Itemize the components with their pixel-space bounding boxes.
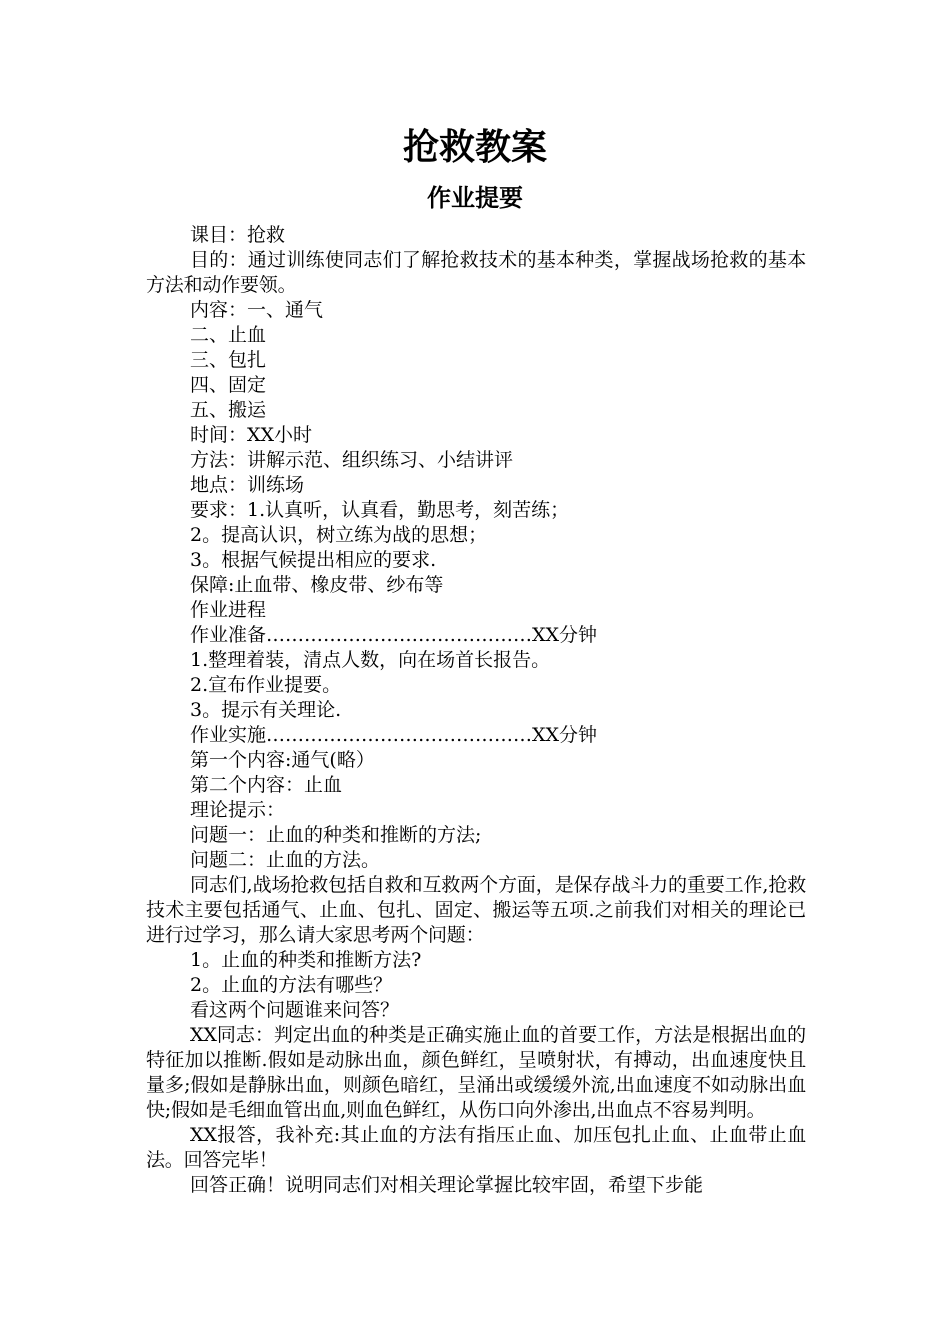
content-item: 三、包扎 — [190, 349, 267, 371]
location-line: 地点：训练场 — [190, 474, 305, 496]
content-one-line: 第一个内容:通气(略） — [190, 749, 375, 771]
method-line: 方法：讲解示范、组织练习、小结讲评 — [190, 449, 514, 471]
supplement-paragraph: XX报答，我补充:其止血的方法有指压止血、加压包扎止血、止血带止血法。回答完毕！ — [146, 1124, 806, 1171]
content-item: 二、止血 — [190, 324, 267, 346]
requirement-line: 要求：1.认真听，认真看，勤思考，刻苦练； — [190, 499, 570, 521]
subject-line: 课目：抢救 — [190, 224, 286, 246]
support-line: 保障:止血带、橡皮带、纱布等 — [190, 574, 444, 596]
preparation-item: 3。提示有关理论. — [190, 699, 342, 721]
question-one: 问题一：止血的种类和推断的方法; — [190, 824, 482, 846]
content-line: 内容：一、通气 — [190, 299, 324, 321]
time-line: 时间：XX小时 — [190, 424, 313, 446]
preparation-line: 作业准备……………………………………XX分钟 — [190, 624, 598, 646]
preparation-item: 2.宣布作业提要。 — [190, 674, 342, 696]
question-item: 2。止血的方法有哪些？ — [190, 974, 393, 996]
implementation-line: 作业实施……………………………………XX分钟 — [190, 724, 598, 746]
document-subtitle: 作业提要 — [427, 184, 523, 212]
theory-heading: 理论提示： — [190, 799, 286, 821]
answer-paragraph: XX同志：判定出血的种类是正确实施止血的首要工作，方法是根据出血的特征加以推断.假如是动脉出血，颜色鲜红，呈喷射状，有搏动，出血速度快且量多;假如是静脉出血，则颜色暗红，呈涌出或缓缓外流,出血速度不如动脉出血快;假如是毛细血管出血,则血色鲜红，从伤口向外渗出,出血点不容易判明。 — [146, 1024, 806, 1121]
purpose-paragraph: 目的：通过训练使同志们了解抢救技术的基本种类，掌握战场抢救的基本方法和动作要领。 — [146, 249, 806, 296]
requirement-item: 3。根据气候提出相应的要求. — [190, 549, 437, 571]
closing-line: 回答正确！说明同志们对相关理论掌握比较牢固，希望下步能 — [190, 1174, 704, 1196]
ask-line: 看这两个问题谁来问答？ — [190, 999, 400, 1021]
requirement-item: 2。提高认识，树立练为战的思想； — [190, 524, 488, 546]
document-body — [146, 223, 806, 1198]
intro-paragraph: 同志们,战场抢救包括自救和互救两个方面，是保存战斗力的重要工作,抢救技术主要包括通气、止血、包扎、固定、搬运等五项.之前我们对相关的理论已进行过学习，那么请大家思考两个问题： — [146, 874, 806, 946]
content-item: 四、固定 — [190, 374, 267, 396]
preparation-item: 1.整理着装，清点人数，向在场首长报告。 — [190, 649, 551, 671]
process-heading: 作业进程 — [190, 599, 267, 621]
content-two-line: 第二个内容：止血 — [190, 774, 343, 796]
document-title: 抢救教案 — [402, 127, 547, 168]
question-two: 问题二：止血的方法。 — [190, 849, 381, 871]
question-item: 1。止血的种类和推断方法? — [190, 949, 422, 971]
content-item: 五、搬运 — [190, 399, 267, 421]
